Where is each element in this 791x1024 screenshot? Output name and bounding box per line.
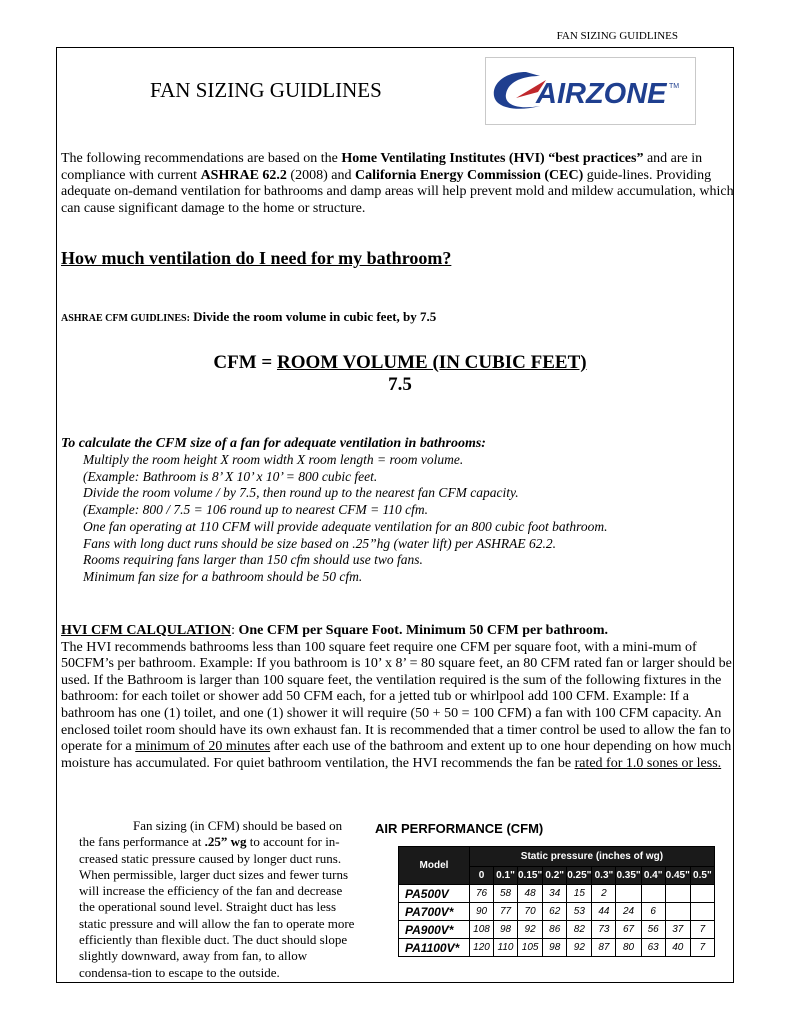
logo-wordmark: AIRZONE (536, 78, 667, 110)
table-row (399, 885, 715, 903)
cfm-cell: 86 (543, 921, 567, 939)
cfm-cell (665, 903, 690, 921)
calc-step: (Example: 800 / 7.5 = 106 round up to nearest CFM = 110 cfm. (83, 502, 429, 518)
cfm-cell: 90 (470, 903, 494, 921)
formula-denominator: 7.5 (388, 374, 412, 395)
cfm-cell: 58 (494, 885, 518, 903)
pressure-col-header: 0.4" (641, 867, 665, 885)
cfm-cell: 62 (543, 903, 567, 921)
calc-step: Rooms requiring fans larger than 150 cfm should use two fans. (83, 552, 423, 568)
formula-numerator: ROOM VOLUME (IN CUBIC FEET) (276, 352, 587, 373)
table-row (399, 921, 715, 939)
air-performance-table (398, 846, 715, 957)
cfm-cell: 63 (641, 939, 665, 957)
hvi-lead: One CFM per Square Foot. Minimum 50 CFM per bathroom. (238, 623, 609, 638)
cfm-cell (690, 903, 714, 921)
calc-step: Fans with long duct runs should be size based on .25”hg (water lift) per ASHRAE 62.2. (83, 535, 556, 551)
calc-step: Minimum fan size for a bathroom should be 50 cfm. (83, 568, 363, 584)
ashrae-guideline (61, 309, 436, 325)
cfm-cell: 7 (690, 939, 714, 957)
cfm-cell: 6 (641, 903, 665, 921)
cfm-cell: 7 (690, 921, 714, 939)
cfm-cell (641, 885, 665, 903)
airzone-logo (485, 57, 696, 125)
model-cell: PA1100V* (399, 939, 470, 957)
running-header: FAN SIZING GUIDLINES (556, 30, 678, 42)
pressure-col-header: 0.1" (494, 867, 518, 885)
cfm-cell: 40 (665, 939, 690, 957)
cfm-cell (665, 885, 690, 903)
calc-step: Divide the room volume / by 7.5, then round up to the nearest fan CFM capacity. (83, 485, 519, 501)
pressure-col-header: 0.25" (567, 867, 592, 885)
pressure-col-header: 0.15" (518, 867, 543, 885)
cfm-cell: 48 (518, 885, 543, 903)
cfm-cell (616, 885, 641, 903)
cfm-cell: 105 (518, 939, 543, 957)
pressure-col-header: 0.45" (665, 867, 690, 885)
model-header: Model (399, 847, 470, 885)
pressure-col-header: 0.35" (616, 867, 641, 885)
cfm-cell: 92 (518, 921, 543, 939)
cfm-cell (690, 885, 714, 903)
cfm-cell: 34 (543, 885, 567, 903)
section-heading-bathroom-ventilation: How much ventilation do I need for my bathroom? (61, 248, 452, 268)
cfm-cell: 98 (494, 921, 518, 939)
model-cell: PA900V* (399, 921, 470, 939)
calc-steps-list (83, 452, 733, 586)
model-cell: PA700V* (399, 903, 470, 921)
cfm-cell: 44 (592, 903, 616, 921)
cfm-cell: 67 (616, 921, 641, 939)
air-performance-title: AIR PERFORMANCE (CFM) (375, 821, 544, 836)
table-row (399, 903, 715, 921)
cfm-cell: 24 (616, 903, 641, 921)
fan-sizing-paragraph: Fan sizing (in CFM) should be based on the fans performance at .25” wg to account for in-creased static pressure caused by longer duct runs. When permissible, larger duct sizes and fewer turns will increase the efficiency of the fan and decrease the operational sound level. Straight duct has less static pressure and will allow the fan to operate more efficiently than flexible duct. The duct should slope slightly downward, away from fan, to allow condensa-tion to escape to the outside. (79, 818, 355, 980)
ashrae-text: Divide the room volume in cubic feet, by 7.5 (193, 309, 437, 324)
cfm-cell: 53 (567, 903, 592, 921)
cfm-cell: 37 (665, 921, 690, 939)
model-cell: PA500V (399, 885, 470, 903)
cfm-cell: 76 (470, 885, 494, 903)
cfm-cell: 87 (592, 939, 616, 957)
cfm-cell: 110 (494, 939, 518, 957)
pressure-col-header: 0.3" (592, 867, 616, 885)
calc-heading: To calculate the CFM size of a fan for adequate ventilation in bathrooms: (61, 436, 486, 451)
cfm-cell: 92 (567, 939, 592, 957)
table-row (399, 939, 715, 957)
calc-step: One fan operating at 110 CFM will provide adequate ventilation for an 800 cubic foot bathroom. (83, 518, 608, 534)
cfm-cell: 80 (616, 939, 641, 957)
cfm-cell: 82 (567, 921, 592, 939)
hvi-label: HVI CFM CALQULATION (61, 623, 232, 638)
trademark-mark: TM (669, 83, 680, 90)
cfm-cell: 56 (641, 921, 665, 939)
calc-step: Multiply the room height X room width X room length = room volume. (83, 452, 464, 467)
cfm-cell: 120 (470, 939, 494, 957)
cfm-cell: 73 (592, 921, 616, 939)
cfm-cell: 77 (494, 903, 518, 921)
pressure-col-header: 0.5" (690, 867, 714, 885)
static-pressure-header: Static pressure (inches of wg) (470, 847, 715, 867)
ashrae-label: ASHRAE CFM GUIDLINES: (61, 313, 190, 324)
pressure-col-header: 0 (470, 867, 494, 885)
cfm-cell: 70 (518, 903, 543, 921)
cfm-cell: 2 (592, 885, 616, 903)
intro-paragraph: The following recommendations are based on the Home Ventilating Institutes (HVI) “best practices” and are in compliance with current ASHRAE 62.2 (2008) and California Energy Commission (CEC) guide-lines. Providing adequate on-demand ventilation for bathrooms and damp areas will help prevent mold and mildew accumulation, which can cause significant damage to the home or structure. (61, 151, 734, 216)
document-title: FAN SIZING GUIDLINES (150, 78, 382, 102)
calc-step: (Example: Bathroom is 8’ X 10’ x 10’ = 800 cubic feet. (83, 468, 378, 484)
cfm-cell: 15 (567, 885, 592, 903)
cfm-cell: 108 (470, 921, 494, 939)
hvi-calculation-section: HVI CFM CALQULATION: One CFM per Square Foot. Minimum 50 CFM per bathroom. The HVI recommends bathrooms less than 100 square feet require one CFM per square foot, with a mini-mum of 50CFM’s per bathroom. Example: If you bathroom is 10’ x 8’ = 80 square feet, an 80 CFM rated fan or larger should be used. If the Bathroom is larger than 100 square feet, the ventilation required is the sum of the following fixtures in the bathroom: for each toilet or shower add 50 CFM each, for a jetted tub or whirlpool add 100 CFM. Example: If a bathroom has one (1) toilet, and one (1) shower it will require (50 + 50 = 100 CFM) a fan with 100 CFM capacity. An enclosed toilet room should have its own exhaust fan. It is recommended that a timer control be used to allow the fan to operate for a minimum of 20 minutes after each use of the bathroom and extent up to one hour depending on how much moisture has accumulated. For quiet bathroom ventilation, the HVI recommends the fan be rated for 1.0 sones or less. (61, 623, 732, 771)
cfm-cell: 98 (543, 939, 567, 957)
cfm-formula: CFM = ROOM VOLUME (IN CUBIC FEET) 7.5 (180, 352, 620, 396)
pressure-col-header: 0.2" (543, 867, 567, 885)
